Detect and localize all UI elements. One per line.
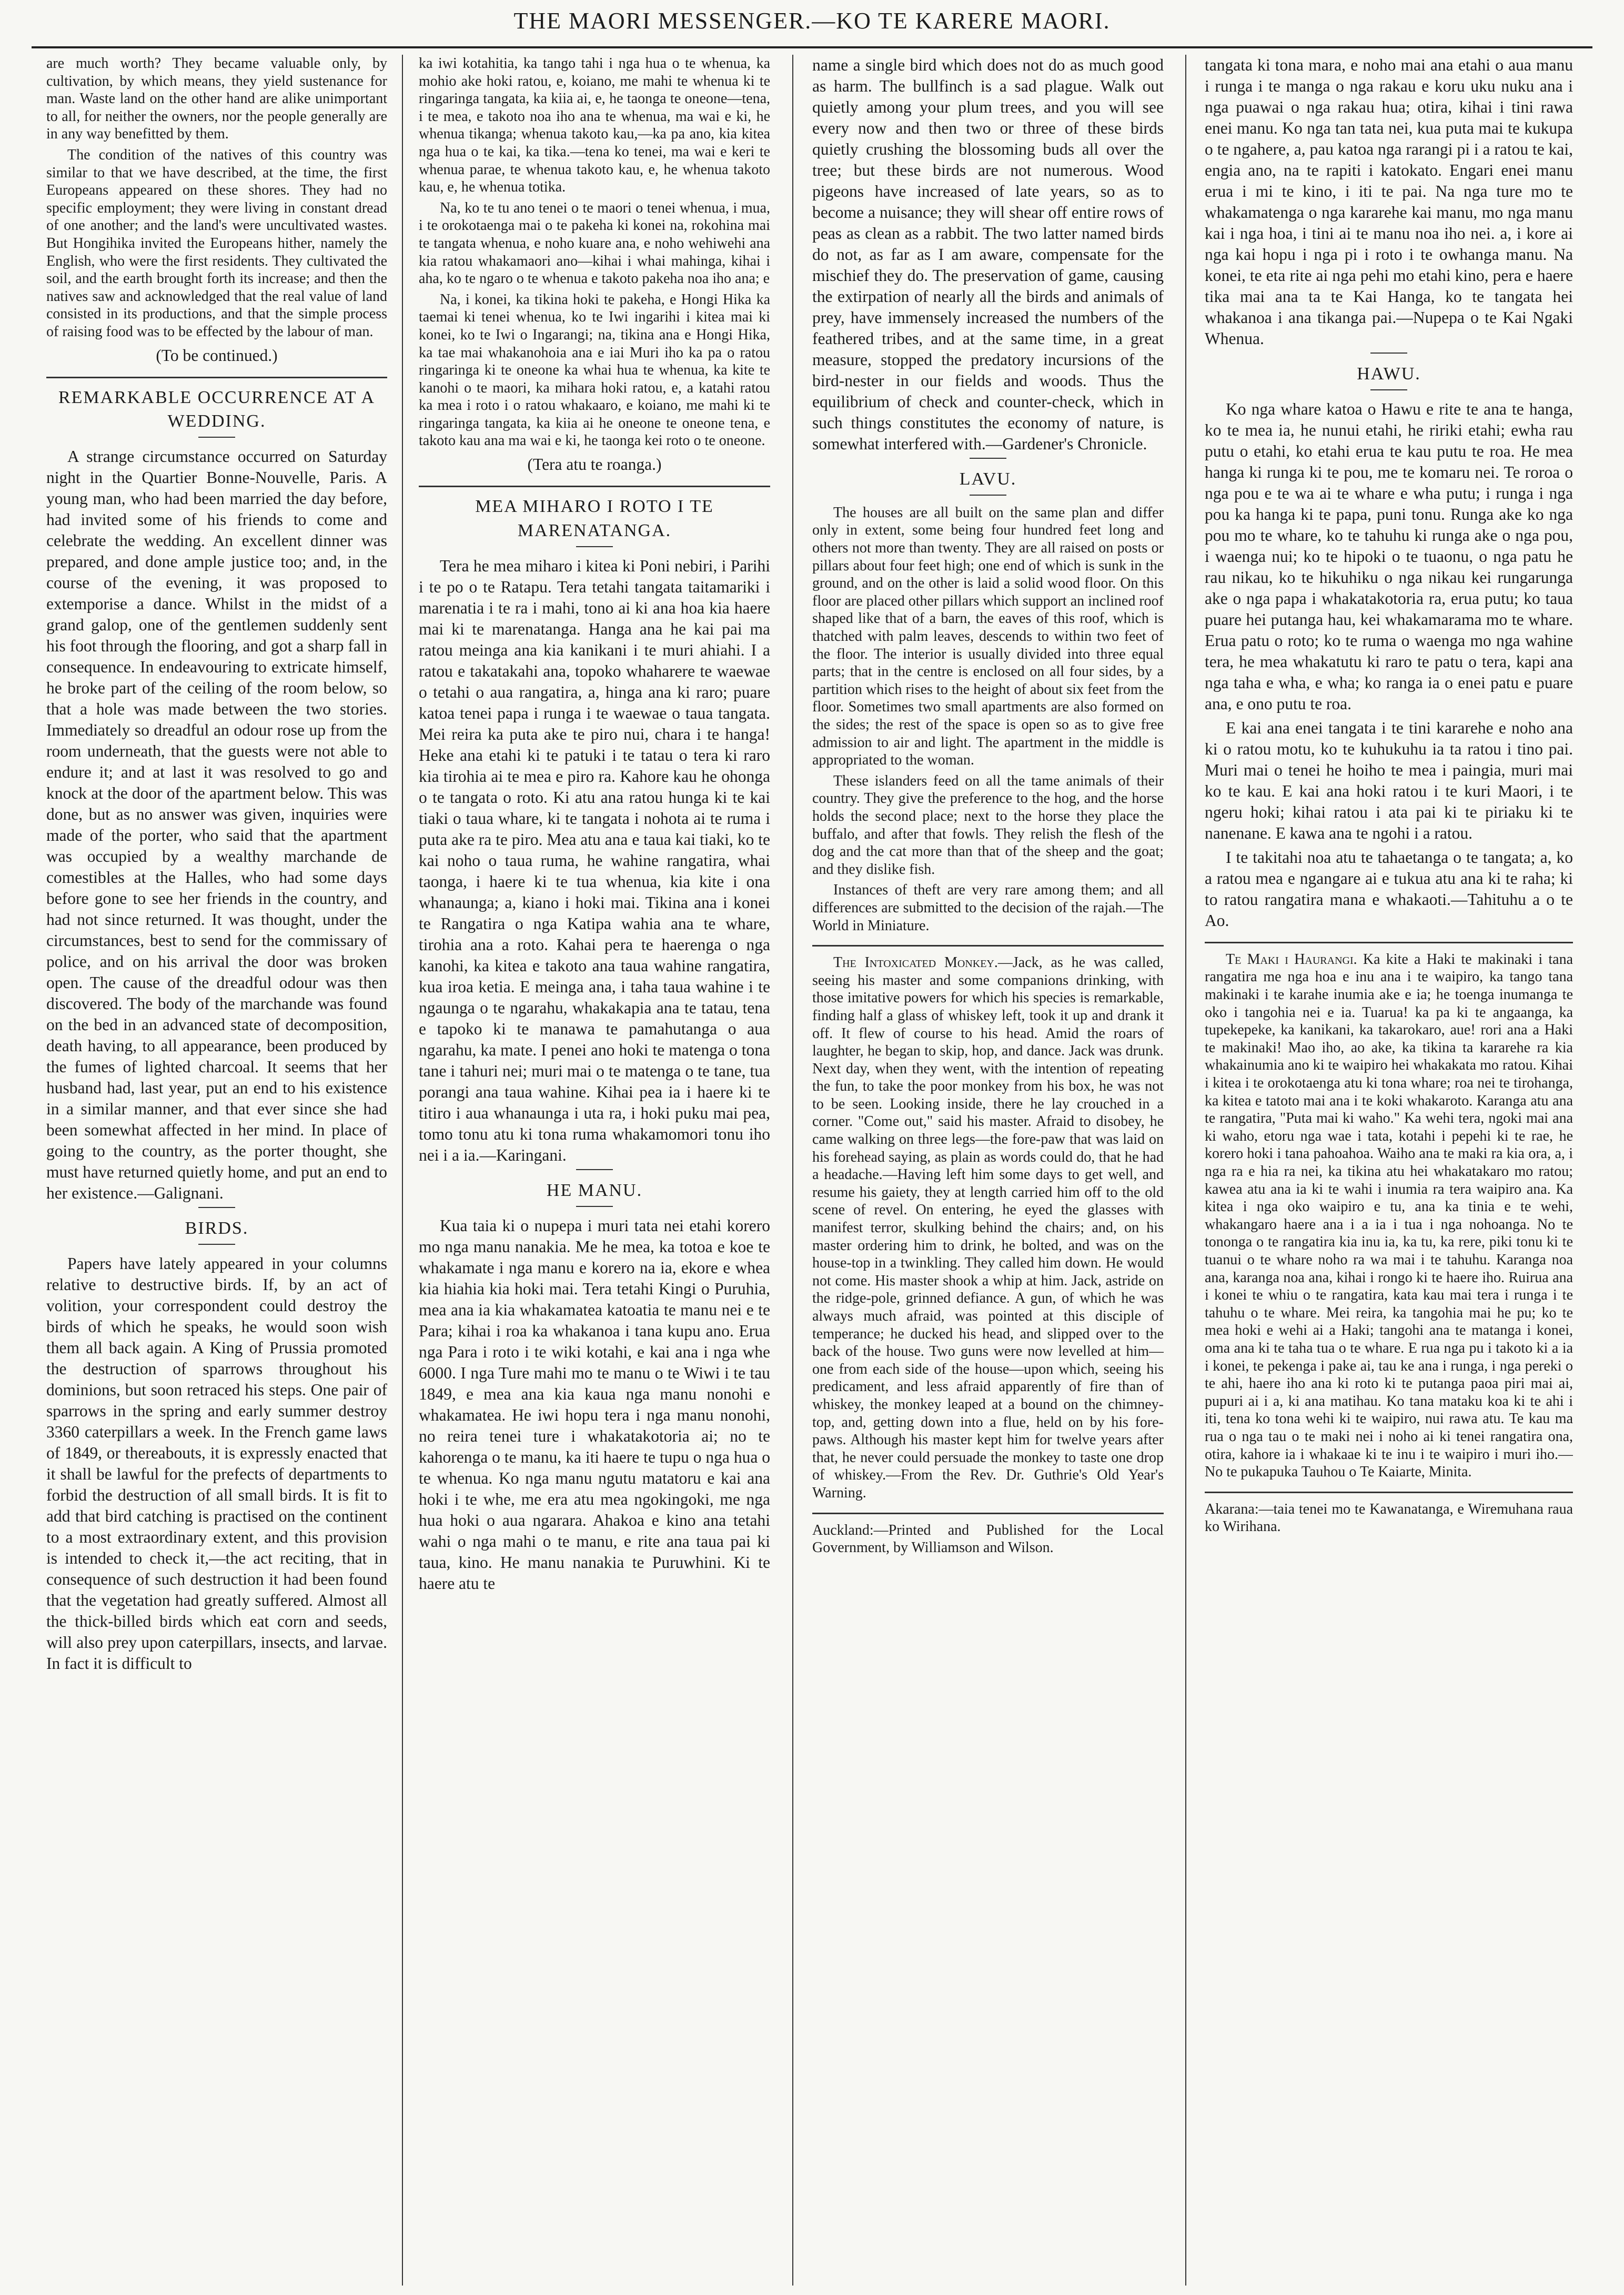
hawu-title: HAWU. [1357,364,1421,384]
column-3 [812,55,1164,2280]
section-rule [812,1513,1164,1514]
separator-dash [576,1169,613,1170]
maori-land-paragraph: Na, i konei, ka tikina hoki te pakeha, e Hongi Hika ka taemai ki tenei whenua, ko te Iwi ingarihi i kitea mai ki konei, ko te Iwi o Ingarangi; na, tikina ana e Hongi Hika, ka tae mai whakanohoia ana e iai Muri iho ka pa o ratou ringaringa ki te oneone ka whai hua te whenua, ka kite te kanohi o te maori, ka mihara hoki ratou, e, a katahi ratou ka mea i roto i o ratou whakaaro, e koiano, me mahi ki te ringaringa tangata, ka kiia ai he oneone te oneone tena, e takoto kau ana ma wai e ki, he taonga kei roto o te oneone. [419,291,770,449]
maori-land-paragraph: Na, ko te tu ano tenei o te maori o tenei whenua, i mua, i te orokotaenga mai o te pakeha ki konei na, rokohina mai te tangata whenua, e noho kuare ana, e noho wehiwehi ana kia ratou whakamaori ano—kihai i whai mahinga, kihai i aha, ko te ngaro o te whenua e takoto pakeha noa iho ana; e [419,199,770,287]
to-be-continued: (To be continued.) [156,346,278,365]
hawu-paragraph: I te takitahi noa atu te tahaetanga o te tangata; a, ko a ratou mea e ngangare ai e tukua atu ana ki te raha; ki to ratou rangatira mana e whakaoti.—Tahituhu a o te Ao. [1205,848,1573,930]
marenatanga-title: MEA MIHARO I ROTO I TE MARENATANGA. [475,497,714,540]
he-manu-body: Kua taia ki o nupepa i muri tata nei etahi korero mo nga manu nanakia. Me he mea, ka totoa e koe te whakamate i nga manu e korero na ia, ekore e whea kia hiahia kia hoki mai. Tera tetahi Kingi o Puruhia, mea ana ia kia whakamatea katoatia te manu nei e te Para; kihai i roa ka whakanoa i tana kupu ano. Erua nga Para i roto i te wiki kotahi, e kai ana i nga whe 6000. I nga Ture mahi mo te manu o te Wiwi i te tau 1849, e mea ana kia kaua nga manu nonohi e whakamatea. He iwi hopu tera i nga manu nonohi, no reira tenei ture i whakatakotoria ai; no te kahorenga o te manu, ka iti haere te tupu o nga hua o te whenua. Ko nga manu ngutu matatoru e kai ana hoki i te whe, me era atu mea ngokingoki, me nga hua hoki o aua ngarara. Ahakoa e kino ana tetahi wahi o nga mahi o te manu, e rite ana taua pai ki taua, kino. He manu nanakia te Puruwhini. Ki te haere atu te [419,1216,770,1593]
separator-dash [970,458,1006,459]
land-article-paragraph: The condition of the natives of this country was similar to that we have described, at the time, the first Europeans appeared on these shores. They had no specific employment; they were living in constant dread of one another; and the land's were uncultivated wastes. But Hongihika invited the Europeans hither, namely the English, who were the first residents. They cultivated the soil, and the earth brought forth its increase; and then the natives saw and acknowledged that the real value of land consisted in its productions, and that the simple process of raising food was to be effected by the labour of man. [46,146,387,340]
title-dash [970,495,1006,496]
separator-dash [198,1207,235,1208]
column-4 [1205,55,1573,2280]
title-dash [1370,389,1407,390]
hawu-paragraph: E kai ana enei tangata i te tini kararehe e noho ana ki o ratou motu, ko te kuhukuhu ia ta ratou i tino pai. Muri mai o tenei he hoiho te mea i paingia, muri mai ko te kau. E kai ana hoki ratou i te kuri Maori, i te ngeru hoki; kihai ratou i ata pai ki te piriaku ki te nanenane. E kawa ana te ngohi i a ratou. [1205,718,1573,842]
maki-heading: Te Maki i Haurangi. [1226,951,1357,968]
marenatanga-body: Tera he mea miharo i kitea ki Poni nebiri, i Parihi i te po o te Ratapu. Tera tetahi tangata taitamariki i marenatia i te ra i mahi, tono ai ki ana hoa kia haere mai ki te marenatanga. Hanga ana he kai pai ma ratou meinga ana kia kanikani i te muri ahiahi. I a ratou e takatakahi ana, topoko whaharere te waewae o tetahi o aua rangatira, a, hinga ana ki raro; puare katoa tenei papa i runga i te waewae o taua tangata. Mei reira ka puta ake te piro nui, chara i te hanga! Heke ana etahi ki te patuki i te tatau o tera ki raro kia tirohia ai te mea e piro ra. Kahore kau he ohonga o te tangata o roto. Ki atu ana ratou hunga ki te kai tiaki o taua whare, ki te tangata i nohota ai te ruma i puta ake ra te piro. Mea atu ana e taua kai tiaki, ko te kai noho o taua ruma, he wahine rangatira, whai taonga, i haere ki te tua whenua, kia kite i ona whanaunga; a, kiano i hoki mai. Tikina ana i konei te Rangatira o nga Katipa wahia ana te whare, tirohia ana a roto. Kahai pera te haerenga o nga kanohi, ka kitea e takoto ana taua wahine rangatira, kua iroa ketia. E meinga ana, i taha taua wahine i te ngaunga o te ngarahu, whakakapia ana te tatau, tena e tapoko ki te manawa te pamahutanga o aua ngarahu, ka mate. I penei ano hoki te matenga o tona tane i tahuri nei; muri mai o te matenga o te tane, tua porangi ana taua wahine. Kihai pea ia i haere ki te titiro i aua whanaunga i uta ra, i hoki puku mai pea, tomo tonu atu ki tona ruma whakamomori tonu iho nei i a ia.—Karingani. [419,556,770,1164]
monkey-story [812,954,1164,1502]
section-rule [419,486,770,487]
monkey-heading: The Intoxicated Monkey. [833,954,998,971]
masthead: THE MAORI MESSENGER.—KO TE KARERE MAORI. [513,8,1111,34]
section-rule [46,377,387,378]
birds-title: BIRDS. [185,1219,249,1239]
maki-story [1205,951,1573,1481]
maki-body: Ka kite a Haki te makinaki i tana rangatira me nga hoa e inu ana i te waipiro, ka tango tana makinaki i te karahe inumia ake e ia; he toenga inumanga te oko i tangohia nei e ia. Tuarua! ka pa ki te angaanga, ka tupekepeke, ka kanikani, ka takarokaro, aue! rori ana a Haki te makinaki! Mao iho, ao ake, ka tikina ta kararehe ra kia whakainumia ano ki te waipiro hei whakakata mo ratou. Kihai i kitea i te orokotaenga atu ki tona whare; roa nei te tirohanga, ka kitea e tatoto mai ana i te koki whakaroto. Karanga atu ana te rangatira, "Puta mai ki waho." Ka wehi tera, ngoki mai ana ki waho, etoru nga wae i tata, kotahi i pepehi ki te rae, he korero hoki i tana pahoahoa. Waiho ana te maki ra kia ora, a, i nga ra e hia ra nei, ka tikina atu hei whakatakaro mo ratou; kawea atu ana ia ki te wahi i inumia ra tera waipiro ana. Ka kitea i nga oko waipiro e tu, ana ka tinia e te wehi, whakangaro haere ana i a ia i tua i nga nohoanga. No te tononga o te rangatira kia inu ia, ka tu, ka rere, piki tonu ki te tuanui o te whare noho ra wa mai i te tahuhu. Karanga noa ana, karanga noa ana, kihai i rongo ki te haere iho. Ruirua ana i konei te whiu o te rangatira, kata kau mai tera i runga i te tahuhu o te whare. Mei reira, ka tangohia mai he pu; ko te mea hoki e wehi ai a Haki; tangohi ana te matanga i konei, oma ana ki te taha tua o te whare. E rua nga pu i takoto ki a ia i konei, te pekenga i pake ai, tau ke ana i runga, i nga pereki o te ahi, haere iho ana ki roto ki te putanga paoa piri mai ai, pupuri ai i a, ki ana matihau. Ko tana mataku koa ki te ahi i iti, tena ko tona wehi ki te waipiro, nui rawa atu. Te kau ma rua o nga tau o te maki nei i noho ai ki tenei rangatira ona, otira, kahore ia i whakaae ki te inu i te waipiro i muri iho.—No te pukapuka Tauhou o Te Kaiarte, Minita. [1205,951,1573,1481]
birds-body: Papers have lately appeared in your columns relative to destructive birds. If, by an act of volition, your correspondent could destroy the birds of which he speaks, he would soon wish them all back again. A King of Prussia promoted the destruction of sparrows throughout his dominions, but soon retraced his steps. One pair of sparrows in the spring and early summer destroy 3360 caterpillars a week. In the French game laws of 1849, or thereabouts, it is expressly enacted that it shall be lawful for the prefects of departments to forbid the destruction of all small birds. It is fit to add that bird catching is practised on the continent to a most extraordinary extent, and this provision is intended to check it,—the act reciting, that in consequence of such destruction it had been found that the vegetation had greatly suffered. Almost all the thick-billed birds which eat corn and seeds, will also prey upon caterpillars, insects, and larvae. In fact it is difficult to [46,1254,387,1673]
he-manu-continued: tangata ki tona mara, e noho mai ana etahi o aua manu i runga i te manga o nga rakau e koru uku nuku ana i nga puawai o nga rakau hua; otira, kihai i tini rawa enei manu. Ko nga tan tata nei, kua puta mai te kukupa o te ngahere, a, pau katoa nga rarangi pi i a ratou te kai, engia ano, na te rapiti i katokato. Engari enei manu erua i mi te kino, i iti te pai. Na nga ture mo te whakamatenga o nga kararehe kai manu, mo nga manu kai i nga hoa, i tini ai te manu noa iho nei. a, i kore ai nga kai hopu i nga pi i roto i te owhanga manu. Na konei, te eta rite ai nga pehi mo etahi kino, pera e haere tika mai ana ta te Kai Hanga, ko te tangata hei whakanoa i ana tikanga pai.—Nupepa o te Kai Ngaki Whenua. [1205,56,1573,348]
column-rule [792,55,793,2286]
birds-continued: name a single bird which does not do as much good as harm. The bullfinch is a sad plague. Walk out quietly among your plum trees, and you will see every now and then two or three of these birds quietly crushing the blossoming buds all over the tree; but these birds are not numerous. Wood pigeons have increased of late years, so as to become a nuisance; they will shear off entire rows of peas as clean as a rabbit. The two latter named birds do not, as far as I am aware, compensate for the mischief they do. The preservation of game, causing the extirpation of nearly all the birds and animals of prey, have immensely increased the numbers of the feathered tribes, and at the same time, in a great measure, stopped the predatory incursions of the bird-nester in our fields and woods. Thus the equilibrium of check and counter-check, which in such things constitutes the economy of nature, is somewhat interfered with.—Gardener's Chronicle. [812,56,1164,453]
section-rule [1205,942,1573,943]
masthead-rule [32,46,1592,48]
column-2 [419,55,770,2280]
title-dash [198,437,235,438]
lavu-paragraph: Instances of theft are very rare among them; and all differences are submitted to the decision of the rajah.—The World in Miniature. [812,882,1164,934]
imprint: Auckland:—Printed and Published for the Local Government, by Williamson and Wilson. [812,1522,1164,1556]
column-rule [1185,55,1186,2286]
title-dash [576,546,613,547]
separator-dash [1370,353,1407,354]
to-be-continued: (Tera atu te roanga.) [527,455,662,474]
maori-land-article-opening: ka iwi kotahitia, ka tango tahi i nga hua o te whenua, ka mohio ake hoki ratou, e, koiano, me mahi te whenua ki te ringaringa tangata, ka kiia ai, e, he taonga te oneone—tena, i te mea, e takoto noa iho ana te whenua, ma wai e ki, he whenua tikanga; whenua takoto kau,—ka pa ano, kia kitea nga hua o te kai, ka tika.—tena ko tenei, ma wai e keri te whenua parae, te whenua takoto kau, e, he whenua takoto kau, e, he whenua totika. [419,55,770,196]
title-dash [198,1244,235,1245]
column-1 [46,55,387,2280]
title-dash [576,1206,613,1207]
wedding-body: A strange circumstance occurred on Saturday night in the Quartier Bonne-Nouvelle, Paris. A young man, who had been married the day before, had invited some of his friends to come and celebrate the wedding. An excellent dinner was prepared, and done ample justice too; and, in the course of the evening, it was proposed to extemporise a dance. Whilst in the midst of a grand galop, one of the gentlemen suddenly sent his foot through the flooring, and got a sharp fall in consequence. In endeavouring to extricate himself, he broke part of the ceiling of the room below, so that a hole was made between the two stories. Immediately so dreadful an odour rose up from the room underneath, that the guests were not able to endure it; and at last it was resolved to go and knock at the door of the apartment below. This was done, but as no answer was given, inquiries were made of the porter, who said that the apartment was occupied by a wealthy marchande de comestibles at the Halles, who had some days before gone to see her friends in the country, and had not since returned. It was thought, under the circumstances, best to send for the commissary of police, and on his arrival the door was broken open. The cause of the dreadful odour was then discovered. The body of the marchande was found on the bed in an advanced state of decomposition, death having, to all appearance, been produced by the fumes of lighted charcoal. It seems that her husband had, last year, put an end to his existence in a similar manner, and that ever since she had been somewhat affected in her mind. In place of going to the country, as the porter thought, she must have returned quietly home, and put an end to her existence.—Galignani. [46,447,387,1203]
hawu-paragraph: Ko nga whare katoa o Hawu e rite te ana te hanga, ko te mea ia, he nunui etahi, he ririki etahi; ewha rau putu o etahi, ko etahi erua te kau putu te roa. He mea hanga ki runga ki te pou, me te komaru nei. Te roroa o nga pou e te wa ai te whare e wha putu; i runga i nga pou ka hanga ki te papa, puni tonu. Runga ake ko nga pou mo te whare, ko te tahuhu ki runga ake o nga pou, i waenga nui; ko te hipoki o te tuaonu, o nga patu he rau nikau, ko te hikuhiku o nga nikau kei rungarunga ake o nga papa i whakatakotoria ra, erua putu; ko taua puare hei putanga hau, kei whakamarama mo te whare. Erua patu o roto; ko te ruma o waenga mo nga wahine tera, he mea whakatutu ki raro te patu o tera, kapi ana nga taha e wha, e wha; ko ranga ia o enei patu e puare ana, e ono putu te roa. [1205,399,1573,713]
column-rule [402,55,403,2286]
lavu-paragraph: These islanders feed on all the tame animals of their country. They give the preference to the hog, and the horse holds the second place; next to the horse they place the buffalo, and after that fowls. They relish the flesh of the dog and the cat more than that of the sheep and the goat; and they dislike fish. [812,772,1164,878]
section-rule [812,945,1164,947]
monkey-body: —Jack, as he was called, seeing his master and some companions drinking, with those imitative powers for which his species is remarkable, finding half a glass of whiskey left, took it up and drank it off. It flew of course to his head. Amid the roars of laughter, he began to skip, hop, and dance. Jack was drunk. Next day, when they went, with the intention of repeating the fun, to take the poor monkey from his box, he was not to be seen. Looking inside, there he lay crouched in a corner. "Come out," said his master. Afraid to disobey, he came walking on three legs—the fore-paw that was laid on his forehead saying, as plain as words could do, that he had a headache.—Having left him some days to get well, and resume his gaiety, they at length carried him off to the old scene of revel. On entering, he eyed the glasses with manifest terror, skulking behind the chairs; and, on his master ordering him to drink, he bolted, and was on the house-top in a twinkling. They called him down. He would not come. His master shook a whip at him. Jack, astride on the ridge-pole, grinned defiance. A gun, of which he was always much afraid, was pointed at this disciple of temperance; he ducked his head, and slipped over to the back of the house. Two guns were now levelled at him—one from each side of the house—upon which, seeing his predicament, and less afraid apparently of fire than of whiskey, the monkey leaped at a bound on the chimney-top, and, getting down into a flue, held on by his fore-paws. Although his master kept him for twelve years after that, he never could persuade the monkey to taste one drop of whiskey.—From the Rev. Dr. Guthrie's Old Year's Warning. [812,954,1164,1501]
lavu-title: LAVU. [959,469,1017,489]
he-manu-title: HE MANU. [546,1180,643,1200]
wedding-title: REMARKABLE OCCURRENCE AT A WEDDING. [58,387,376,431]
land-article-opening: are much worth? They became valuable only, by cultivation, by which means, they yield sustenance for man. Waste land on the other hand are alike unimportant to all, for neither the owners, nor the people generally are in any way benefitted by them. [46,55,387,143]
lavu-paragraph: The houses are all built on the same plan and differ only in extent, some being four hundred feet long and others not more than twenty. They are all raised on posts or pillars about four feet high; one end of which is sunk in the ground, and on the other is laid a solid wood floor. On this floor are placed other pillars which support an inclined roof shaped like that of a barn, the eaves of this roof, which is thatched with palm leaves, descends to within two feet of the floor. The interior is usually divided into three equal parts; that in the centre is enclosed on all four sides, by a partition which rises to the height of about six feet from the floor. Sometimes two small apartments are also formed on the sides; the rest of the space is open so as to give free admission to air and light. The apartment in the middle is appropriated to the woman. [812,504,1164,769]
section-rule [1205,1492,1573,1493]
imprint-maori: Akarana:—taia tenei mo te Kawanatanga, e Wiremuhana raua ko Wirihana. [1205,1501,1573,1535]
